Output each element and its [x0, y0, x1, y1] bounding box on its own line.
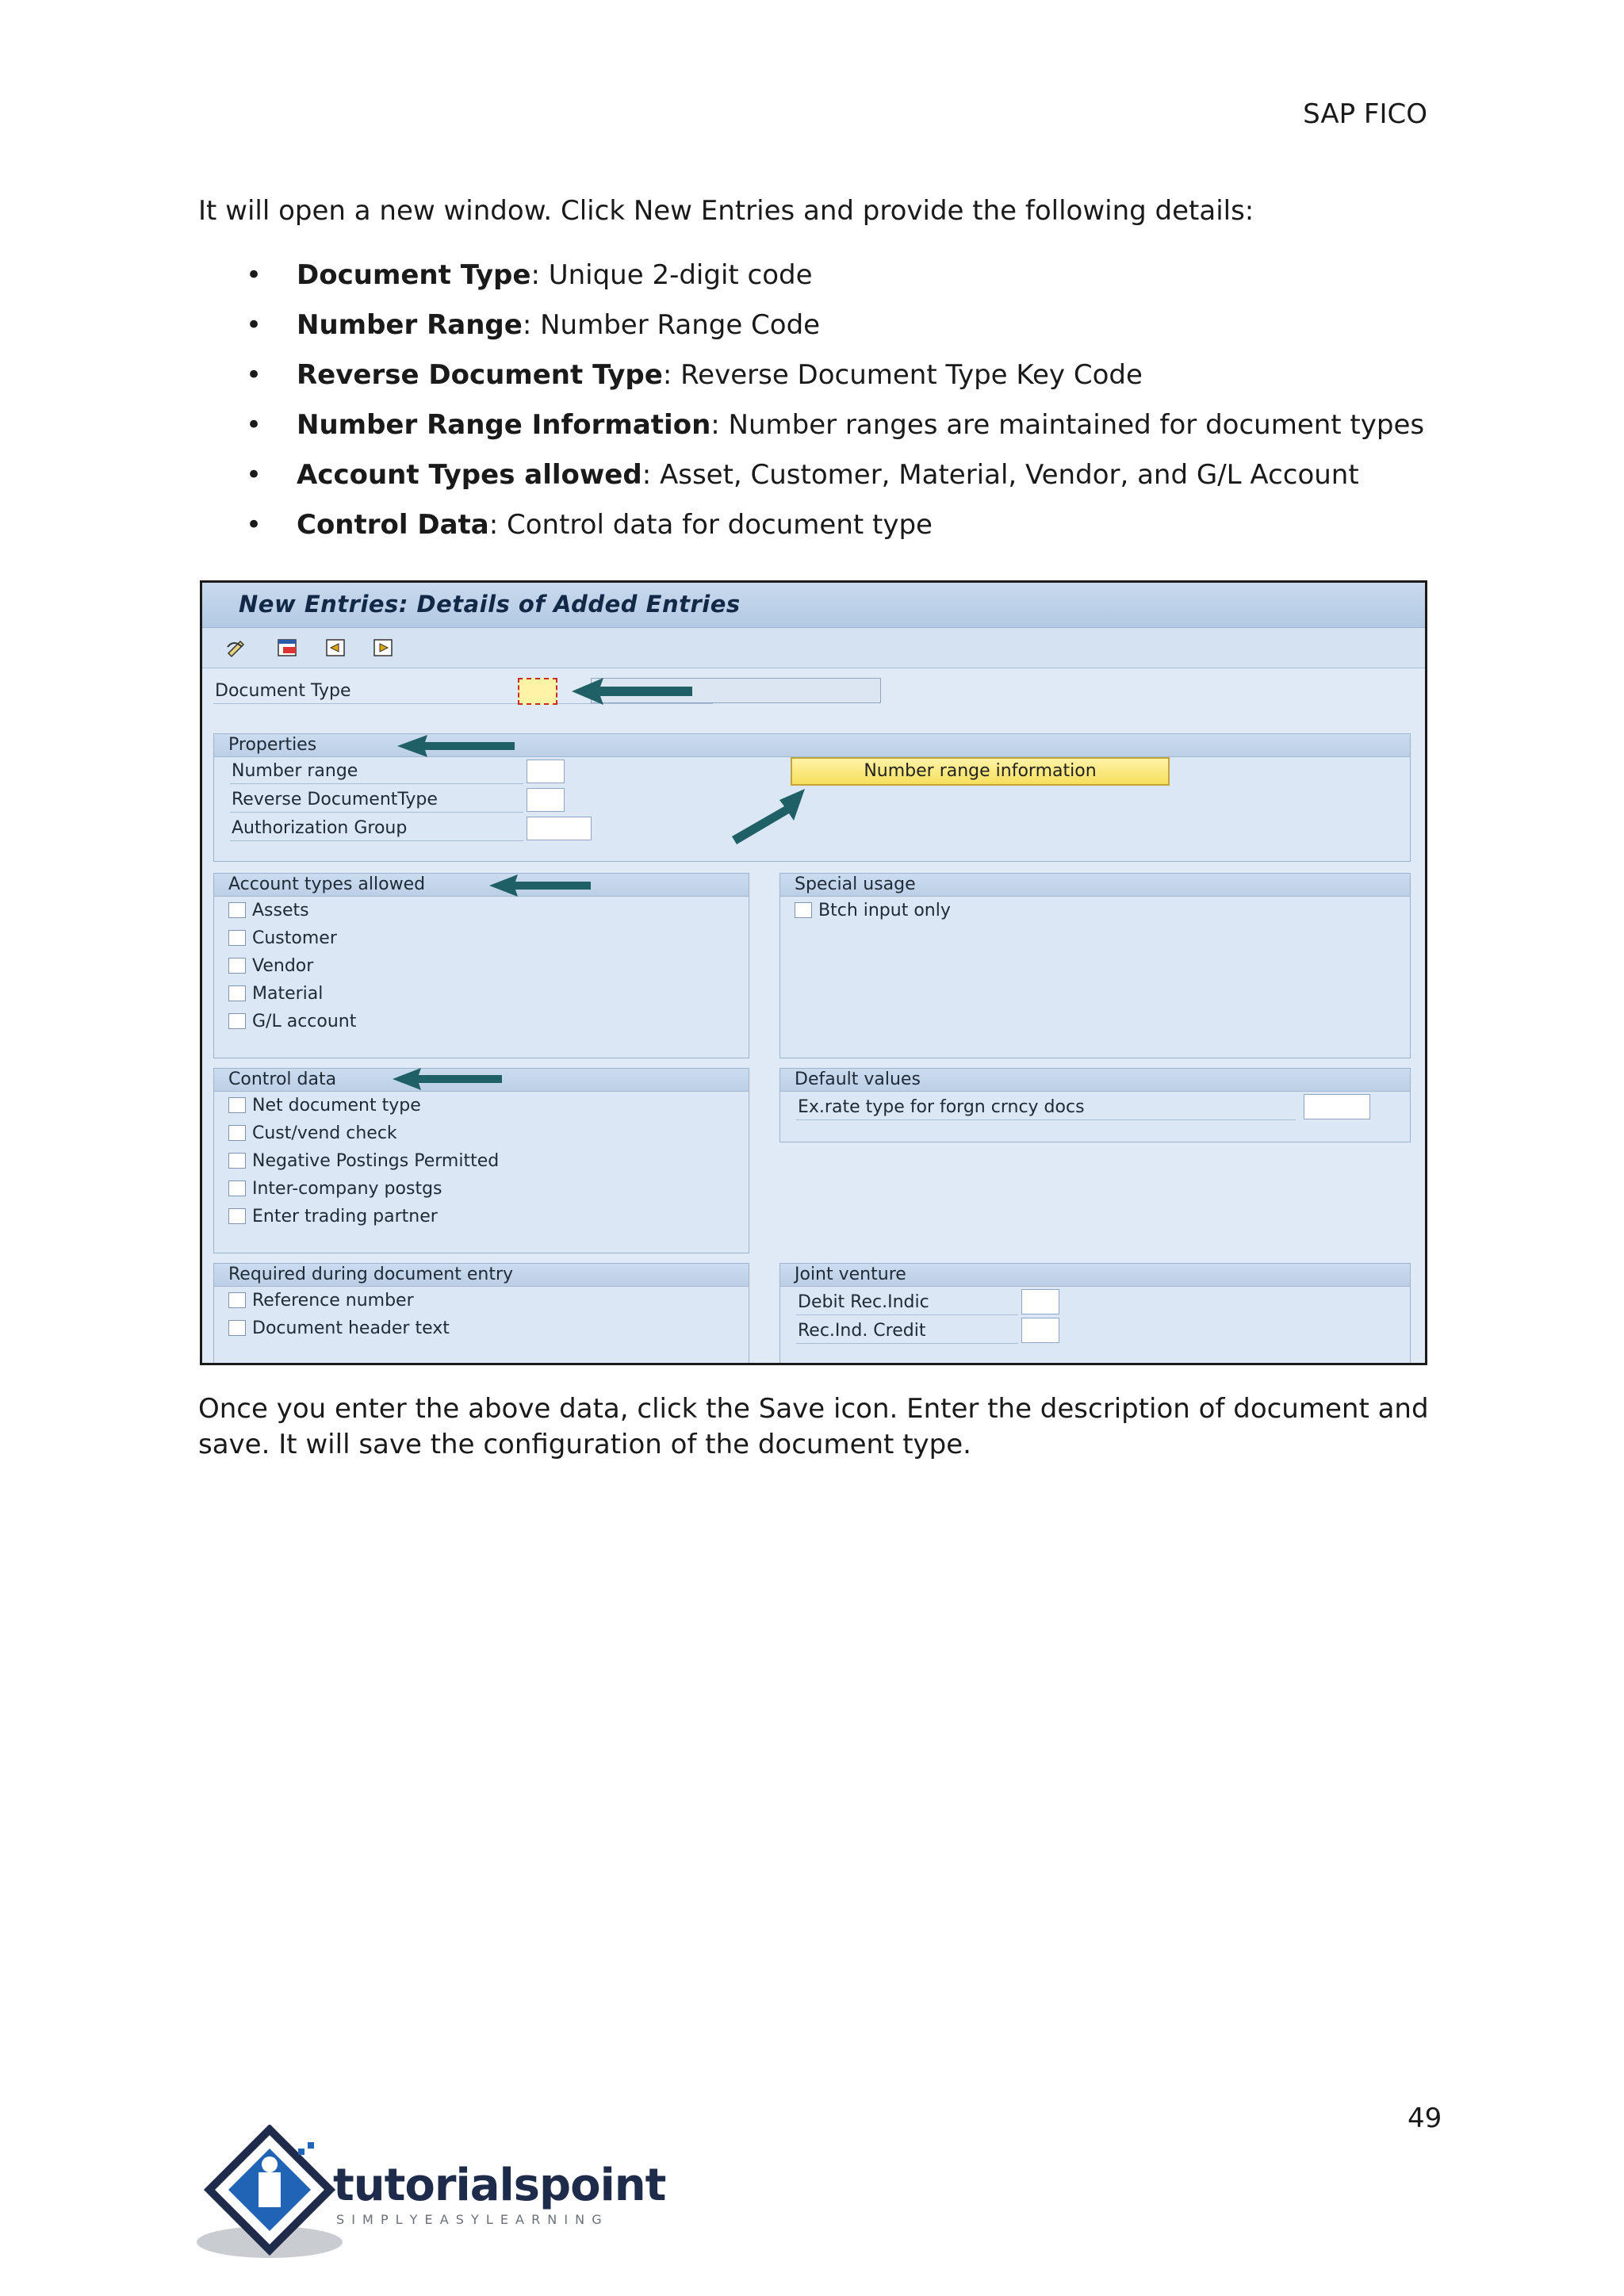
previous-entry-icon[interactable]: [324, 637, 347, 658]
checkbox[interactable]: [228, 1320, 246, 1336]
pointer-arrow-icon: [393, 730, 519, 762]
checkbox[interactable]: [228, 902, 246, 918]
details-list: [198, 251, 1467, 550]
list-item: • Number Range: Number Range Code: [246, 309, 821, 341]
reverse-document-type-input[interactable]: [527, 788, 565, 812]
default-values-title: Default values: [795, 1070, 921, 1089]
window-title: New Entries: Details of Added Entries: [239, 591, 741, 618]
list-item: • Account Types allowed: Asset, Customer, Material, Vendor, and G/L Account: [246, 459, 1359, 491]
special-usage-title: Special usage: [795, 874, 916, 894]
account-types-group: [213, 873, 749, 1058]
authorization-group-label: Authorization Group: [232, 818, 408, 838]
checkbox[interactable]: [228, 985, 246, 1001]
pointer-arrow-icon: [565, 672, 700, 711]
checkbox[interactable]: [228, 1097, 246, 1113]
rec-ind-credit-input[interactable]: [1021, 1318, 1059, 1343]
checkbox[interactable]: [228, 1292, 246, 1308]
logo-brand-text: tutorialspoint: [333, 2160, 666, 2211]
list-item: • Control Data: Control data for document type: [246, 509, 933, 541]
checkbox-cust-vend-check[interactable]: Cust/vend check: [228, 1123, 397, 1147]
default-values-group: [779, 1068, 1411, 1142]
checkbox[interactable]: [228, 958, 246, 974]
properties-title: Properties: [228, 735, 317, 755]
checkbox-vendor[interactable]: Vendor: [228, 956, 313, 980]
checkbox-document-header-text[interactable]: Document header text: [228, 1318, 450, 1342]
number-range-input[interactable]: [527, 760, 565, 783]
list-item: • Document Type: Unique 2-digit code: [246, 259, 813, 291]
display-change-icon[interactable]: [226, 637, 248, 658]
checkbox-customer[interactable]: Customer: [228, 928, 337, 952]
account-types-title: Account types allowed: [228, 874, 426, 894]
checkbox[interactable]: [228, 1013, 246, 1029]
delete-icon[interactable]: [277, 637, 299, 658]
pointer-arrow-icon: [485, 870, 596, 901]
checkbox[interactable]: [228, 1125, 246, 1141]
window-title-bar: [202, 583, 1425, 628]
special-usage-group: [779, 873, 1411, 1058]
exrate-type-input[interactable]: [1304, 1094, 1370, 1119]
document-type-input[interactable]: [518, 678, 557, 705]
number-range-information-button[interactable]: Number range information: [791, 757, 1170, 786]
checkbox-net-document-type[interactable]: Net document type: [228, 1096, 421, 1119]
required-entry-group: [213, 1263, 749, 1365]
control-data-group: [213, 1068, 749, 1253]
list-item: • Reverse Document Type: Reverse Document Type Key Code: [246, 359, 1143, 391]
checkbox[interactable]: [228, 1208, 246, 1224]
outro-paragraph: Once you enter the above data, click the Save icon. Enter the description of document and save. It will save the configuration of the document type.: [198, 1393, 1429, 1460]
checkbox[interactable]: [228, 1153, 246, 1169]
checkbox-batch-input-only[interactable]: Btch input only: [795, 901, 951, 924]
list-item: • Number Range Information: Number ranges are maintained for document types: [246, 409, 1425, 441]
checkbox-gl-account[interactable]: G/L account: [228, 1012, 356, 1035]
checkbox-negative-postings[interactable]: Negative Postings Permitted: [228, 1151, 499, 1175]
checkbox[interactable]: [228, 1181, 246, 1196]
checkbox[interactable]: [228, 930, 246, 946]
checkbox-inter-company-postgs[interactable]: Inter-company postgs: [228, 1179, 442, 1203]
checkbox-material[interactable]: Material: [228, 984, 323, 1008]
document-type-label: Document Type: [215, 681, 351, 701]
authorization-group-input[interactable]: [527, 817, 592, 840]
required-entry-title: Required during document entry: [228, 1265, 514, 1284]
exrate-type-label: Ex.rate type for forgn crncy docs: [798, 1097, 1085, 1117]
checkbox[interactable]: [795, 902, 812, 918]
toolbar: [202, 628, 1425, 668]
control-data-title: Control data: [228, 1070, 337, 1089]
page-number: 49: [1408, 2103, 1442, 2134]
checkbox-reference-number[interactable]: Reference number: [228, 1291, 414, 1314]
tutorialspoint-logo: [197, 2125, 672, 2267]
debit-rec-indic-label: Debit Rec.Indic: [798, 1292, 929, 1312]
intro-paragraph: It will open a new window. Click New Entries and provide the following details:: [198, 195, 1254, 227]
number-range-label: Number range: [232, 761, 358, 781]
next-entry-icon[interactable]: [372, 637, 394, 658]
running-header: SAP FICO: [1303, 98, 1427, 130]
reverse-document-type-label: Reverse DocumentType: [232, 790, 438, 809]
pointer-arrow-icon: [388, 1063, 507, 1095]
pointer-arrow-icon: [726, 784, 813, 848]
checkbox-enter-trading-partner[interactable]: Enter trading partner: [228, 1207, 438, 1230]
rec-ind-credit-label: Rec.Ind. Credit: [798, 1321, 926, 1341]
checkbox-assets[interactable]: Assets: [228, 901, 309, 924]
debit-rec-indic-input[interactable]: [1021, 1289, 1059, 1314]
sap-new-entries-screenshot: [200, 580, 1427, 1365]
joint-venture-title: Joint venture: [795, 1265, 906, 1284]
logo-tagline: S I M P L Y E A S Y L E A R N I N G: [336, 2212, 603, 2227]
joint-venture-group: [779, 1263, 1411, 1365]
